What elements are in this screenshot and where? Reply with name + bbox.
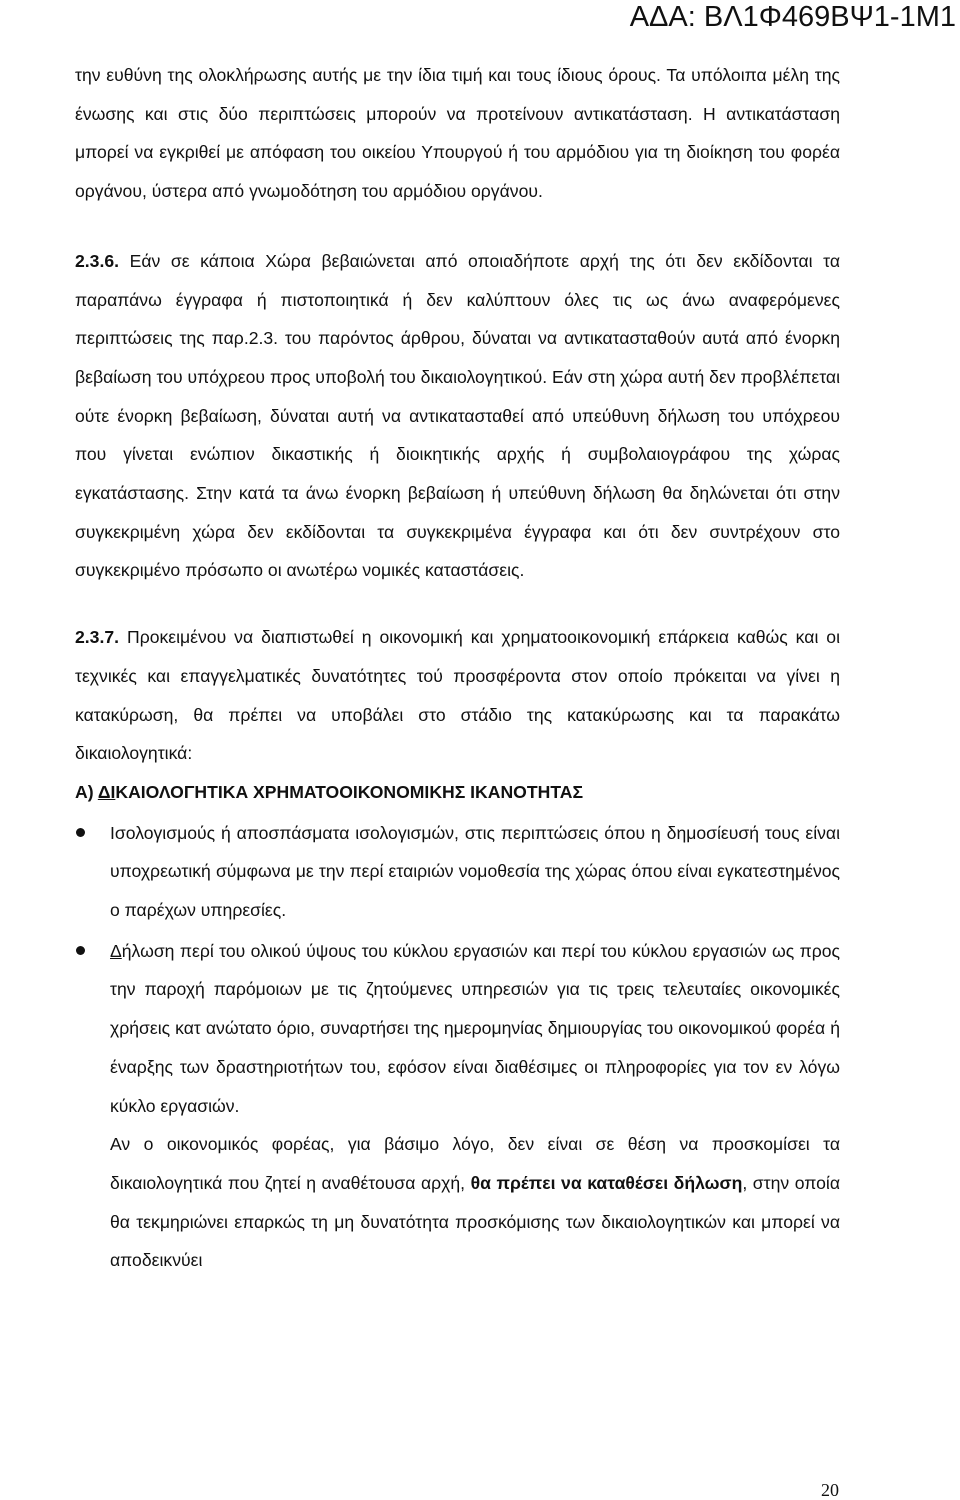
section-2-3-6 xyxy=(75,242,840,590)
section-number: 2.3.7. xyxy=(75,627,120,648)
list-item-text: Ισολογισμούς ή αποσπάσματα ισολογισμών, στις περιπτώσεις όπου η δημοσίευσή τους είναι υποχρεωτική σύμφωνα με την περί εταιριών νομοθεσία της χώρας όπου είναι εγκατεστημένος ο παρέχων υπηρεσίες. xyxy=(110,822,840,921)
section-text: Εάν σε κάποια Χώρα βεβαιώνεται από οποιαδήποτε αρχή της ότι δεν εκδίδονται τα παραπάνω έγγραφα ή πιστοποιητικά ή δεν καλύπτουν όλες τις ως άνω αναφερόμενες περιπτώσεις της παρ.2.3. του παρόντος άρθρου, δύναται να αντικατασταθούν αυτά από ένορκη βεβαίωση του υπόχρεου προς υποβολή του δικαιολογητικού. Εάν στη χώρα αυτή δεν προβλέπεται ούτε ένορκη βεβαίωση, δύναται αυτή να αντικατασταθεί από υπεύθυνη δήλωση του υπόχρεου που γίνεται ενώπιον δικαστικής ή διοικητικής αρχής ή συμβολαιογράφου της χώρας εγκατάστασης. Στην κατά τα άνω ένορκη βεβαίωση ή υπεύθυνη δήλωση θα δηλώνεται ότι στην συγκεκριμένη χώρα δεν εκδίδονται τα συγκεκριμένα έγγραφα και ότι δεν συντρέχουν στο συγκεκριμένο πρόσωπο οι ανωτέρω νομικές καταστάσεις. xyxy=(75,250,840,581)
list-item-text: ήλωση περί του ολικού ύψους του κύκλου εργασιών και περί του κύκλου εργασιών ως προς την παροχή παρόμοιων με τις ζητούμενες υπηρεσιών για τις τρεις τελευταίες οικονομικές χρήσεις κατ ανώτατο όριο, συναρτήσει της ημερομηνίας δημιουργίας του οικονομικού φορέα ή έναρξης των δραστηριοτήτων του, εφόσον είναι διαθέσιμες οι πληροφορίες για τον εν λόγω κύκλο εργασιών. xyxy=(110,940,840,1116)
document-body xyxy=(75,56,840,1280)
page-number: 20 xyxy=(821,1480,839,1500)
list-item xyxy=(75,932,840,1126)
closing-text-bold: θα πρέπει να καταθέσει δήλωση xyxy=(470,1172,743,1193)
bullet-icon xyxy=(76,946,85,955)
ada-code: ΑΔΑ: ΒΛ1Φ469ΒΨ1-1Μ1 xyxy=(629,1,956,33)
intro-paragraph: την ευθύνη της ολοκλήρωσης αυτής με την ίδια τιμή και τους ίδιους όρους. Τα υπόλοιπα μέλη της ένωσης και στις δύο περιπτώσεις μπορούν να προτείνουν αντικατάσταση. Η αντικατάσταση μπορεί να εγκριθεί με απόφαση του οικείου Υπουργού ή του αρμόδιου για τη διοίκηση του φορέα οργάνου, ύστερα από γνωμοδότηση του αρμόδιου οργάνου. xyxy=(75,65,840,202)
section-2-3-7 xyxy=(75,618,840,773)
heading-prefix: Α) xyxy=(75,781,98,802)
heading-rest: ΚΑΙΟΛΟΓΗΤΙΚΑ ΧΡΗΜΑΤΟΟΙΚΟΝΟΜΙΚΗΣ ΙΚΑΝΟΤΗΤΑΣ xyxy=(115,781,584,802)
bullet-icon xyxy=(76,828,85,837)
closing-text-start: Αν ο οικονομικός φορέας, για βάσιμο λόγο, δεν είναι σε θέση να προσκομίσει τα δικαιολογητικά που ζητεί η αναθέτουσα αρχή, xyxy=(110,1134,840,1193)
section-number: 2.3.6. xyxy=(75,250,120,271)
section-text: Προκειμένου να διαπιστωθεί η οικονομική και χρηματοοικονομική επάρκεια καθώς και οι τεχνικές και επαγγελματικές δυνατότητες τού προσφέροντα στον οποίο πρόκειται να γίνει η κατακύρωση, θα πρέπει να υποβάλει στο στάδιο της κατακύρωσης και τα παρακάτω δικαιολογητικά: xyxy=(75,627,840,764)
closing-text-end: , στην οποία θα τεκμηριώνει επαρκώς τη μη δυνατότητα προσκόμισης των δικαιολογητικών και μπορεί να αποδεικνύει xyxy=(110,1172,840,1271)
heading-financial-capacity xyxy=(75,773,840,812)
list-item xyxy=(75,814,840,930)
heading-underlined: ΔΙ xyxy=(97,781,116,802)
closing-paragraph xyxy=(75,1125,840,1280)
requirements-list xyxy=(75,814,840,1126)
list-item-first-letter: Δ xyxy=(110,940,122,961)
